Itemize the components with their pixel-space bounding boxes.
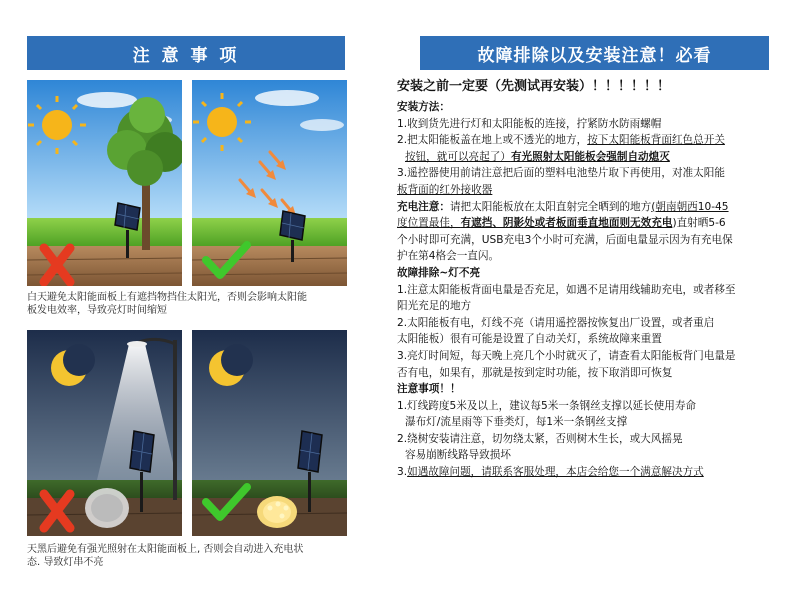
- day-caption-line-1: 白天避免太阳能面板上有遮挡物挡住太阳光，否则会影响太阳能: [27, 292, 307, 303]
- night-caption-line-2: 态. 导致灯串不亮: [27, 557, 104, 568]
- method-step-1: 1.收到货先进行灯和太阳能板的连接，拧紧防水防雨螺帽: [397, 117, 662, 130]
- method-step-3-b: 板背面的红外接收器: [397, 183, 493, 196]
- trouble-2: 2.太阳能板有电，灯线不亮（请用遥控器按恢复出厂设置，或者重启: [397, 316, 715, 329]
- method-step-3-cont: [397, 182, 782, 199]
- trouble-3-cont: 否有电，如果有，那就是按到定时功能，按下取消即可恢复: [397, 366, 673, 379]
- trouble-1: 1.注意太阳能板背面电量是否充足，如遇不足请用线辅助充电，或者移至: [397, 283, 736, 296]
- night-caption-line-1: 天黑后避免有强光照射在太阳能面板上, 否则会自动进入充电状: [27, 544, 304, 555]
- headline: 安装之前一定要（先测试再安装）！！！！！！: [397, 79, 671, 94]
- day-ok-panel: [192, 80, 347, 286]
- note-3-text: 如遇故障问题，请联系客服处理，本店会给您一个满意解决方式: [407, 466, 704, 479]
- day-ok-scene: [192, 80, 347, 286]
- charge-d: 有遮挡、阴影处或者板面垂直地面则无效充电: [460, 217, 673, 230]
- night-ok-scene: [192, 330, 347, 536]
- trouble-2-cont: 太阳能板）很有可能是设置了自动关灯，系统故障来重置: [397, 333, 662, 346]
- charge-note-4: 护在第4格会一直闪。: [397, 250, 500, 263]
- note-3-num: 3.: [397, 466, 408, 479]
- day-blocked-scene: [27, 80, 182, 286]
- method-step-2-d: 有光照射太阳能板会强制自动熄灭: [510, 150, 670, 163]
- method-title: 安装方法：: [397, 101, 450, 113]
- charge-note-2: [397, 215, 782, 232]
- trouble-title: 故障排除~灯不亮: [397, 266, 481, 279]
- trouble-1-cont: 阳光充足的地方: [397, 300, 472, 313]
- method-step-2-b: 按下太阳能板背面红色总开关: [587, 134, 725, 147]
- note-2-cont: 容易崩断线路导致损坏: [405, 449, 511, 462]
- day-blocked-panel: [27, 80, 182, 286]
- night-lit-panel: [27, 330, 182, 536]
- instructions-column: [397, 76, 782, 481]
- string-lights-icon: [257, 496, 297, 528]
- method-step-2-cont: [397, 149, 782, 166]
- charge-a: 请把太阳能板放在太阳直射完全晒到的地方: [449, 200, 652, 213]
- charge-note-3: 个小时即可充满，USB充电3个小时可充满，后面电量显示因为有充电保: [397, 233, 733, 246]
- notes-banner: 注 意 事 项: [27, 36, 345, 70]
- night-caption: [27, 543, 367, 569]
- charge-e: )直射晒5-6: [672, 217, 726, 230]
- night-ok-panel: [192, 330, 347, 536]
- charge-b: (朝南朝西10-45: [651, 200, 729, 213]
- note-1-cont: 瀑布灯/流星雨等下垂类灯，每1米一条钢丝支撑: [405, 416, 628, 429]
- note-1: 1.灯线跨度5米及以上，建议每5米一条钢丝支撑以延长使用寿命: [397, 399, 697, 412]
- note-3: [397, 464, 782, 481]
- note-2: 2.绕树安装请注意，切勿绕太紧，否则树木生长，或大风摇晃: [397, 432, 683, 445]
- troubleshooting-banner: 故障排除以及安装注意！必看: [420, 36, 769, 70]
- method-step-2: [397, 132, 782, 149]
- method-step-2-c: 按钮，就可以亮起了）: [405, 150, 511, 163]
- day-caption-line-2: 板发电效率，导致亮灯时间缩短: [27, 305, 167, 316]
- charge-note: [397, 199, 782, 216]
- notes-title: 注意事项！！: [397, 383, 461, 396]
- night-lit-scene: [27, 330, 182, 536]
- method-step-3: 3.遥控器使用前请注意把后面的塑料电池垫片取下再使用，对准太阳能: [397, 167, 725, 180]
- charge-c: 度位置最佳，: [397, 217, 461, 230]
- trouble-3: 3.亮灯时间短，每天晚上亮几个小时就灭了，请查看太阳能板背门电量是: [397, 349, 736, 362]
- method-step-2-a: 2.把太阳能板盖在地上或不透光的地方，: [397, 134, 588, 147]
- charge-label: 充电注意：: [397, 200, 450, 213]
- string-lights-icon: [85, 488, 129, 528]
- day-caption: [27, 291, 367, 317]
